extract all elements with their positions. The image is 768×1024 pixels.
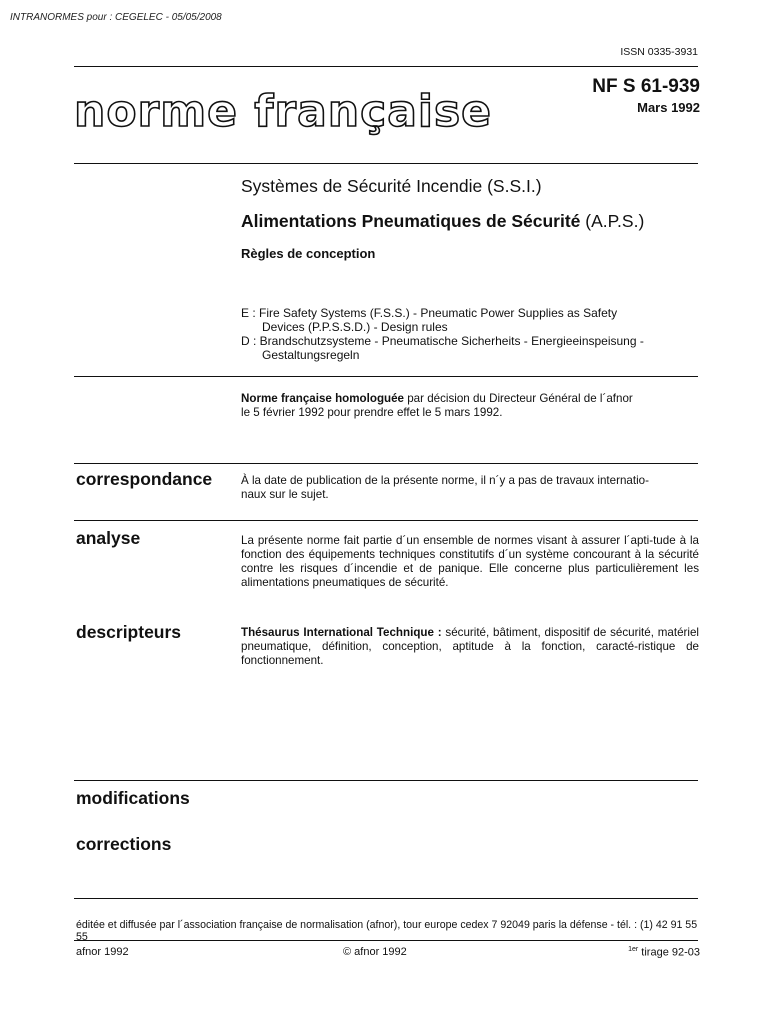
translations-rule bbox=[74, 376, 698, 377]
footer-tirage bbox=[628, 946, 700, 959]
publisher-line: éditée et diffusée par l´association française de normalisation (afnor), tour europe cedex 7 92049 paris la défense - tél. : (1) 42 91 55 55 bbox=[76, 919, 698, 943]
title-line-2-rest: (A.P.S.) bbox=[585, 211, 645, 231]
homologation-line-2: le 5 février 1992 pour prendre effet le 5 mars 1992. bbox=[241, 406, 503, 419]
translation-en-line-2: Devices (P.P.S.S.D.) - Design rules bbox=[262, 320, 448, 334]
header-rule bbox=[74, 163, 698, 164]
section-heading-corrections: corrections bbox=[76, 834, 172, 854]
norme-francaise-logo: norme française bbox=[74, 86, 493, 137]
footer-rule bbox=[74, 898, 698, 899]
translation-de-line-2: Gestaltungsregeln bbox=[262, 348, 360, 362]
footer-left: afnor 1992 bbox=[76, 946, 129, 958]
section-heading-descripteurs: descripteurs bbox=[76, 622, 182, 642]
top-rule bbox=[74, 66, 698, 67]
subtitle: Règles de conception bbox=[241, 246, 376, 261]
homologation-bold: Norme française homologuée bbox=[241, 392, 404, 405]
issn-number: ISSN 0335-3931 bbox=[620, 46, 698, 58]
tirage-text: tirage 92-03 bbox=[638, 946, 700, 959]
footer-center: © afnor 1992 bbox=[343, 946, 407, 958]
title-line-2-bold: Alimentations Pneumatiques de Sécurité bbox=[241, 211, 581, 231]
publication-date: Mars 1992 bbox=[637, 100, 700, 115]
watermark-text: INTRANORMES pour : CEGELEC - 05/05/2008 bbox=[10, 12, 222, 23]
homologation-text bbox=[241, 392, 699, 420]
descripteurs-keywords: sécurité, bâtiment, dispositif de sécurité, matériel pneumatique, définition, conception, aptitude à la fonction, caracté-ristique de fonctionnement. bbox=[241, 626, 699, 667]
tirage-superscript: 1er bbox=[628, 946, 639, 953]
correspondance-line-1: À la date de publication de la présente norme, il n´y a pas de travaux internatio- bbox=[241, 474, 649, 487]
thesaurus-label: Thésaurus International Technique : bbox=[241, 626, 442, 639]
correspondance-line-2: naux sur le sujet. bbox=[241, 488, 329, 501]
bottom-rule bbox=[74, 940, 698, 941]
translation-en-line-1: E : Fire Safety Systems (F.S.S.) - Pneumatic Power Supplies as Safety bbox=[241, 306, 618, 320]
section-heading-analyse: analyse bbox=[76, 528, 141, 548]
section-heading-correspondance: correspondance bbox=[76, 469, 213, 489]
correspondance-text bbox=[241, 474, 699, 502]
translation-de-line-1: D : Brandschutzsysteme - Pneumatische Sicherheits - Energieeinspeisung - bbox=[241, 334, 644, 348]
analyse-text: La présente norme fait partie d´un ensemble de normes visant à assurer l´apti-tude à la fonction des équipements techniques constitutifs d´un système concourant à la sécurité contre les risques d´incendie et de panique. Elle concerne plus particulièrement les alimentations pneumatiques de sécurité. bbox=[241, 534, 699, 589]
translations-block bbox=[241, 306, 711, 362]
descripteurs-text bbox=[241, 626, 699, 668]
analyse-rule bbox=[74, 520, 698, 521]
title-line-2 bbox=[241, 211, 644, 232]
section-heading-modifications: modifications bbox=[76, 788, 190, 808]
modifications-rule bbox=[74, 780, 698, 781]
standard-reference: NF S 61-939 bbox=[592, 76, 700, 97]
homologation-rest: par décision du Directeur Général de l´afnor bbox=[404, 392, 633, 405]
correspondance-rule bbox=[74, 463, 698, 464]
title-line-1: Systèmes de Sécurité Incendie (S.S.I.) bbox=[241, 176, 542, 196]
